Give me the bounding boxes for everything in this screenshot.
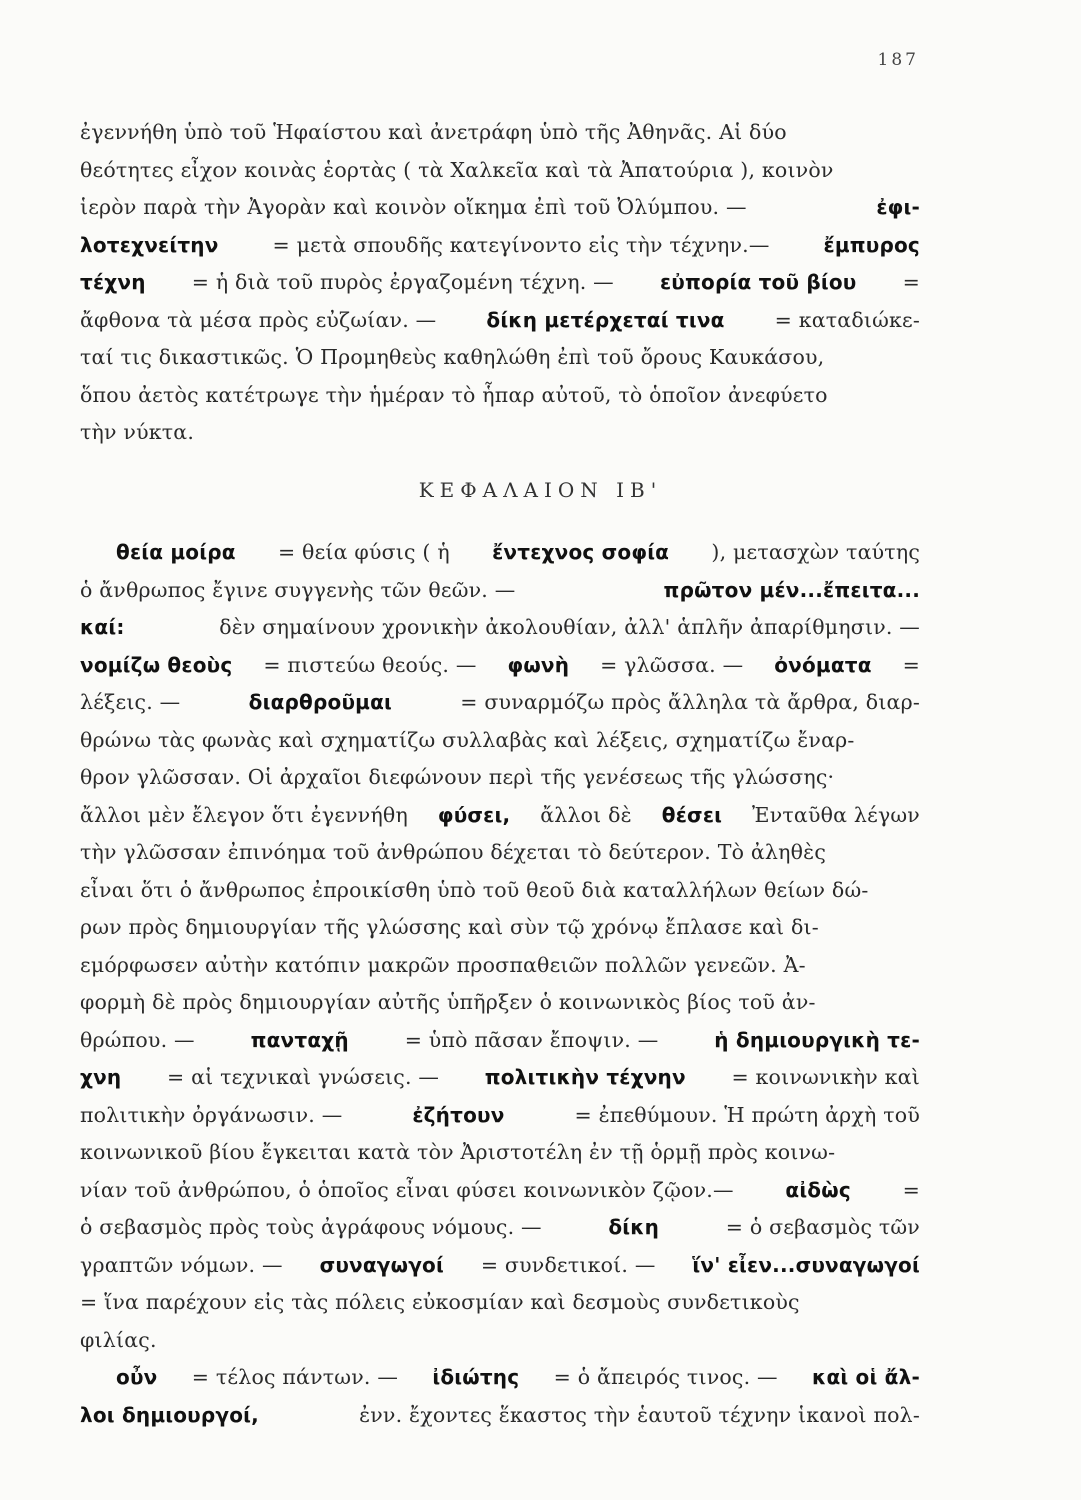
text-line bbox=[80, 1172, 920, 1210]
text-span: θρώπου. — bbox=[80, 1027, 195, 1052]
lemma-term: δίκη μετέρχεταί τινα bbox=[486, 307, 725, 332]
lemma-term: ἐζήτουν bbox=[412, 1102, 505, 1127]
text-span: εμόρφωσεν αὐτὴν κατόπιν μακρῶν προσπαθειῶν πολλῶν γενεῶν. Ἀ- bbox=[80, 952, 806, 977]
commentary-section-2 bbox=[80, 534, 920, 1434]
text-span: κοινωνικοῦ βίου ἔγκειται κατὰ τὸν Ἀριστοτέλη ἐν τῇ ὁρμῇ πρὸς κοινω- bbox=[80, 1140, 836, 1164]
text-span: = κοινωνικὴν καὶ bbox=[731, 1065, 920, 1089]
text-span: νίαν τοῦ ἀνθρώπου, ὁ ὁποῖος εἶναι φύσει κοινωνικὸν ζῷον.— bbox=[80, 1177, 734, 1202]
text-line bbox=[80, 572, 920, 610]
lemma-term: τέχνη bbox=[80, 270, 146, 294]
lemma-term: πολιτικὴν τέχνην bbox=[484, 1065, 686, 1089]
text-span: = καταδιώκε- bbox=[774, 307, 920, 332]
text-line bbox=[80, 152, 920, 190]
text-line bbox=[80, 759, 920, 797]
lemma-term: πρῶτον μέν...ἔπειτα... bbox=[663, 577, 920, 602]
lemma-term: ἵν' εἶεν...συναγωγοί bbox=[692, 1252, 920, 1277]
lemma-term: λοτεχνείτην bbox=[80, 232, 219, 257]
text-line bbox=[80, 834, 920, 872]
text-line bbox=[80, 1209, 920, 1247]
lemma-term: λοι δημιουργοί, bbox=[80, 1402, 259, 1427]
text-span: ἐγεννήθη ὑπὸ τοῦ Ἡφαίστου καὶ ἀνετράφη ὑπὸ τῆς Ἀθηνᾶς. Αἱ δύο bbox=[80, 120, 787, 144]
text-line bbox=[80, 1097, 920, 1135]
page-number: 187 bbox=[877, 50, 919, 70]
text-span: δὲν σημαίνουν χρονικὴν ἀκολουθίαν, ἀλλ' ἁπλῆν ἀπαρίθμησιν. — bbox=[219, 615, 920, 639]
text-span: = πιστεύω θεούς. — bbox=[263, 652, 477, 677]
chapter-heading: ΚΕΦΑΛΑΙΟΝ ΙΒ' bbox=[418, 478, 663, 502]
text-line bbox=[80, 684, 920, 722]
text-span: = συναρμόζω πρὸς ἄλληλα τὰ ἄρθρα, διαρ- bbox=[460, 690, 920, 714]
text-line bbox=[80, 1322, 920, 1360]
text-line bbox=[80, 1359, 920, 1397]
lemma-term: καὶ οἱ ἄλ- bbox=[812, 1365, 920, 1389]
text-line bbox=[80, 1247, 920, 1285]
text-span: = bbox=[902, 270, 920, 294]
lemma-term: ἰδιώτης bbox=[432, 1365, 520, 1389]
lemma-term: καί: bbox=[80, 615, 125, 639]
text-span: θρον γλῶσσαν. Οἱ ἀρχαῖοι διεφώνουν περὶ τῆς γενέσεως τῆς γλώσσης· bbox=[80, 765, 835, 789]
lemma-term: θέσει bbox=[661, 802, 723, 827]
text-span: τὴν γλῶσσαν ἐπινόημα τοῦ ἀνθρώπου δέχεται τὸ δεύτερον. Τὸ ἀληθὲς bbox=[80, 840, 827, 864]
text-span: πολιτικὴν ὀργάνωσιν. — bbox=[80, 1102, 343, 1127]
lemma-term: νομίζω θεοὺς bbox=[80, 652, 233, 677]
text-span: θεότητες εἶχον κοινὰς ἑορτὰς ( τὰ Χαλκεῖα καὶ τὰ Ἀπατούρια ), κοινὸν bbox=[80, 157, 834, 182]
text-span: = ὑπὸ πᾶσαν ἔποψιν. — bbox=[404, 1027, 659, 1052]
text-line bbox=[80, 1059, 920, 1097]
lemma-term: δίκη bbox=[608, 1215, 660, 1239]
lemma-term: φωνὴ bbox=[507, 652, 570, 677]
text-span: τὴν νύκτα. bbox=[80, 420, 195, 444]
text-span: ὁ σεβασμὸς πρὸς τοὺς ἀγράφους νόμους. — bbox=[80, 1215, 542, 1239]
text-span: ρων πρὸς δημιουργίαν τῆς γλώσσης καὶ σὺν τῷ χρόνῳ ἔπλασε καὶ δι- bbox=[80, 915, 819, 939]
text-line bbox=[80, 189, 920, 227]
text-line bbox=[80, 534, 920, 572]
text-line bbox=[80, 302, 920, 340]
text-span: ἄλλοι μὲν ἔλεγον ὅτι ἐγεννήθη bbox=[80, 802, 408, 827]
text-line bbox=[80, 227, 920, 265]
text-span: = ἐπεθύμουν. Ἡ πρώτη ἀρχὴ τοῦ bbox=[574, 1102, 920, 1127]
lemma-term: ἔμπυρος bbox=[823, 232, 920, 257]
lemma-term: συναγωγοί bbox=[319, 1252, 444, 1277]
text-line bbox=[80, 984, 920, 1022]
text-span: = γλῶσσα. — bbox=[600, 652, 744, 677]
text-span: = τέλος πάντων. — bbox=[191, 1365, 399, 1389]
lemma-term: διαρθροῦμαι bbox=[248, 690, 392, 714]
text-span: φιλίας. bbox=[80, 1327, 157, 1352]
lemma-term: χνη bbox=[80, 1065, 122, 1089]
text-line bbox=[80, 264, 920, 302]
text-line bbox=[80, 1284, 920, 1322]
lemma-term: ἔντεχνος σοφία bbox=[492, 540, 670, 564]
text-span: λέξεις. — bbox=[80, 690, 181, 714]
text-span: θρώνω τὰς φωνὰς καὶ σχηματίζω συλλαβὰς καὶ λέξεις, σχηματίζω ἔναρ- bbox=[80, 727, 855, 752]
text-line bbox=[80, 722, 920, 760]
lemma-term: αἰδὼς bbox=[785, 1177, 851, 1202]
text-span: γραπτῶν νόμων. — bbox=[80, 1252, 283, 1277]
text-line bbox=[80, 947, 920, 985]
text-span: ἄφθονα τὰ μέσα πρὸς εὐζωίαν. — bbox=[80, 307, 437, 332]
text-span: ἱερὸν παρὰ τὴν Ἀγορὰν καὶ κοινὸν οἴκημα ἐπὶ τοῦ Ὀλύμπου. — bbox=[80, 195, 747, 219]
text-span: ὅπου ἀετὸς κατέτρωγε τὴν ἡμέραν τὸ ἧπαρ αὐτοῦ, τὸ ὁποῖον ἀνεφύετο bbox=[80, 382, 828, 407]
text-line bbox=[80, 647, 920, 685]
commentary-section-1 bbox=[80, 114, 920, 452]
lemma-term: φύσει, bbox=[437, 802, 511, 827]
text-span: ), μετασχὼν ταύτης bbox=[711, 540, 920, 564]
text-span: = ὁ σεβασμὸς τῶν bbox=[725, 1215, 920, 1239]
text-span: ταί τις δικαστικῶς. Ὁ Προμηθεὺς καθηλώθη ἐπὶ τοῦ ὄρους Καυκάσου, bbox=[80, 345, 825, 369]
text-span: Ἐνταῦθα λέγων bbox=[752, 802, 920, 827]
text-line bbox=[80, 872, 920, 910]
text-span: = ἵνα παρέχουν εἰς τὰς πόλεις εὐκοσμίαν καὶ δεσμοὺς συνδετικοὺς bbox=[80, 1290, 800, 1314]
text-line bbox=[80, 1134, 920, 1172]
text-line bbox=[80, 339, 920, 377]
text-line bbox=[80, 377, 920, 415]
text-span: = συνδετικοί. — bbox=[480, 1252, 656, 1277]
text-span: = ὁ ἄπειρός τινος. — bbox=[553, 1365, 778, 1389]
text-span: = bbox=[902, 1177, 920, 1202]
text-span: = αἱ τεχνικαὶ γνώσεις. — bbox=[167, 1065, 440, 1089]
text-line bbox=[80, 797, 920, 835]
lemma-term: ὀνόματα bbox=[774, 652, 872, 677]
text-span: εἶναι ὅτι ὁ ἄνθρωπος ἐπροικίσθη ὑπὸ τοῦ θεοῦ διὰ καταλλήλων θείων δώ- bbox=[80, 877, 869, 902]
text-span: ἄλλοι δὲ bbox=[540, 802, 632, 827]
text-span: ἐνν. ἔχοντες ἕκαστος τὴν ἑαυτοῦ τέχνην ἱκανοὶ πολ- bbox=[359, 1402, 920, 1427]
lemma-term: εὐπορία τοῦ βίου bbox=[659, 270, 857, 294]
lemma-term: ἡ δημιουργικὴ τε- bbox=[714, 1027, 920, 1052]
text-line bbox=[80, 609, 920, 647]
text-span: = ἡ διὰ τοῦ πυρὸς ἐργαζομένη τέχνη. — bbox=[191, 270, 614, 294]
lemma-term: ἐφι- bbox=[876, 195, 920, 219]
text-line bbox=[80, 414, 920, 452]
text-line bbox=[80, 1022, 920, 1060]
text-line bbox=[80, 114, 920, 152]
text-line bbox=[80, 1397, 920, 1435]
text-span: φορμὴ δὲ πρὸς δημιουργίαν αὐτῆς ὑπῆρξεν ὁ κοινωνικὸς βίος τοῦ ἀν- bbox=[80, 990, 816, 1014]
text-line bbox=[80, 909, 920, 947]
lemma-term: οὖν bbox=[116, 1365, 158, 1389]
lemma-term: πανταχῇ bbox=[250, 1027, 349, 1052]
text-span: ὁ ἄνθρωπος ἔγινε συγγενὴς τῶν θεῶν. — bbox=[80, 577, 516, 602]
text-span: = μετὰ σπουδῆς κατεγίνοντο εἰς τὴν τέχνην.— bbox=[272, 232, 770, 257]
text-span: = θεία φύσις ( ἡ bbox=[277, 540, 450, 564]
lemma-term: θεία μοίρα bbox=[116, 540, 236, 564]
text-span: = bbox=[902, 652, 920, 677]
